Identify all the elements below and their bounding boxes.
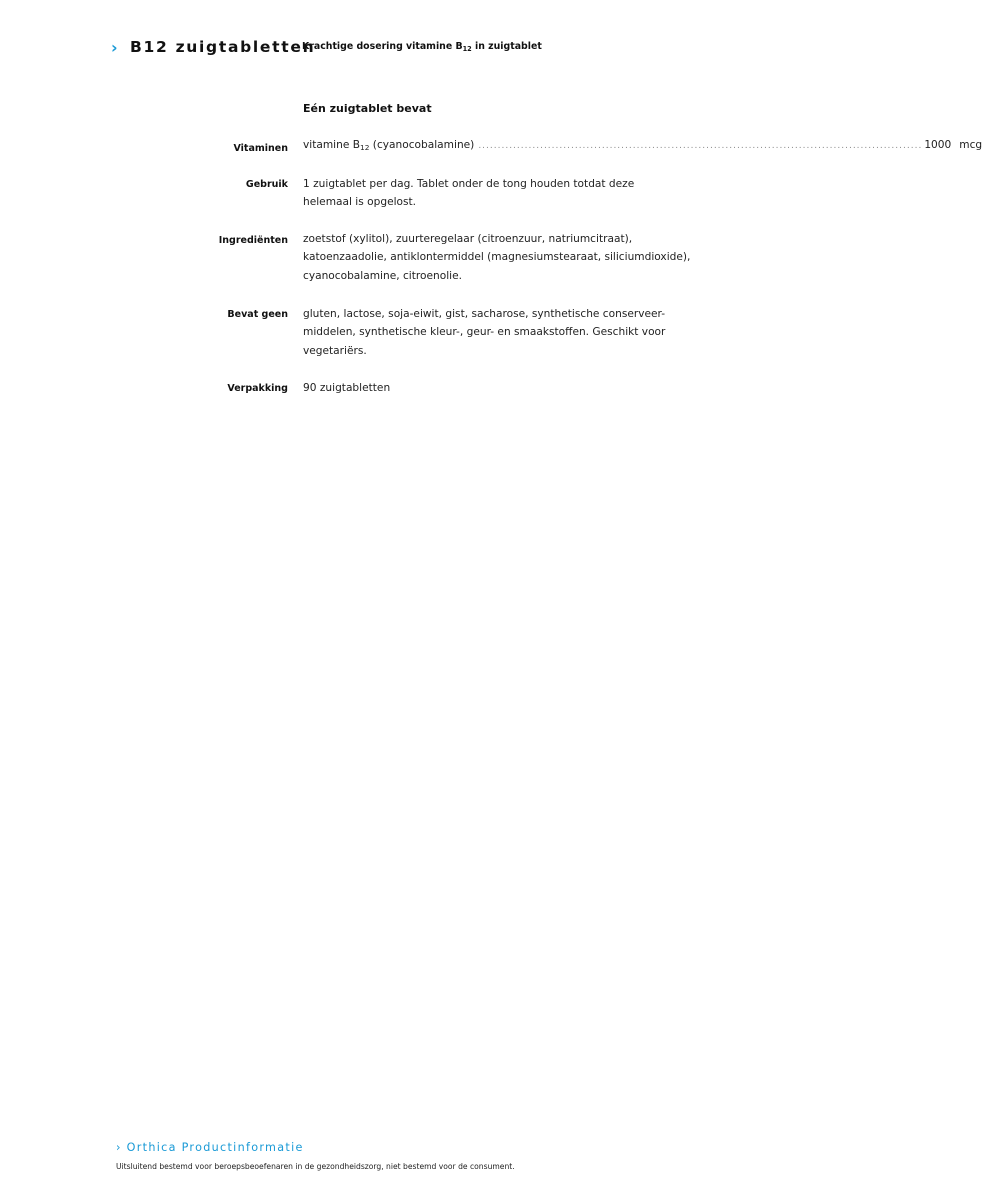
chevron-right-icon: › [111,37,118,57]
vitamin-name [303,139,474,151]
usage-text [303,175,743,212]
footer-disclaimer: Uitsluitend bestemd voor beroepsbeoefenaren in de gezondheidszorg, niet bestemd voor de consument. [116,1162,515,1171]
subtitle-text-end: in zuigtablet [471,41,542,52]
vitamin-subscript: 12 [360,143,370,152]
usage-line: helemaal is opgelost. [303,196,417,209]
ingredients-text [303,230,743,285]
vitamin-amount: 1000 [924,139,952,151]
contains-none-text [303,305,743,360]
usage-label: Gebruik [245,179,288,190]
ingredients-line: cyanocobalamine, citroenolie. [303,269,462,282]
vitamin-name-end: (cyanocobalamine) [369,139,475,151]
vitamin-unit: mcg [959,139,982,151]
page-header [111,36,542,58]
footer-title: › Orthica Productinformatie [116,1141,304,1154]
vitamins-label: Vitaminen [233,143,288,154]
contains-none-line: gluten, lactose, soja-eiwit, gist, sacharose, synthetische conserveer- [303,308,666,320]
vitamin-row [303,139,982,157]
usage-line: 1 zuigtablet per dag. Tablet onder de tong houden totdat deze [303,178,635,190]
product-title: B12 zuigtabletten [130,38,316,56]
section-heading: Eén zuigtablet bevat [303,102,432,115]
dot-leader: ................................................................................................................... [478,141,923,151]
contains-none-line: middelen, synthetische kleur-, geur- en smaakstoffen. Geschikt voor [303,326,666,339]
contains-none-label: Bevat geen [227,309,288,320]
subtitle-text-start: Krachtige dosering vitamine B [302,41,463,52]
contains-none-line: vegetariërs. [303,344,367,357]
vitamin-name-start: vitamine B [303,139,360,151]
product-subtitle [302,41,542,52]
ingredients-label: Ingrediënten [218,235,288,246]
packaging-text [303,379,743,397]
packaging-label: Verpakking [227,383,288,394]
packaging-line: 90 zuigtabletten [303,382,391,394]
ingredients-line: zoetstof (xylitol), zuurteregelaar (citroenzuur, natriumcitraat), [303,233,633,245]
ingredients-line: katoenzaadolie, antiklontermiddel (magnesiumstearaat, siliciumdioxide), [303,251,691,264]
subtitle-subscript: 12 [462,45,472,53]
